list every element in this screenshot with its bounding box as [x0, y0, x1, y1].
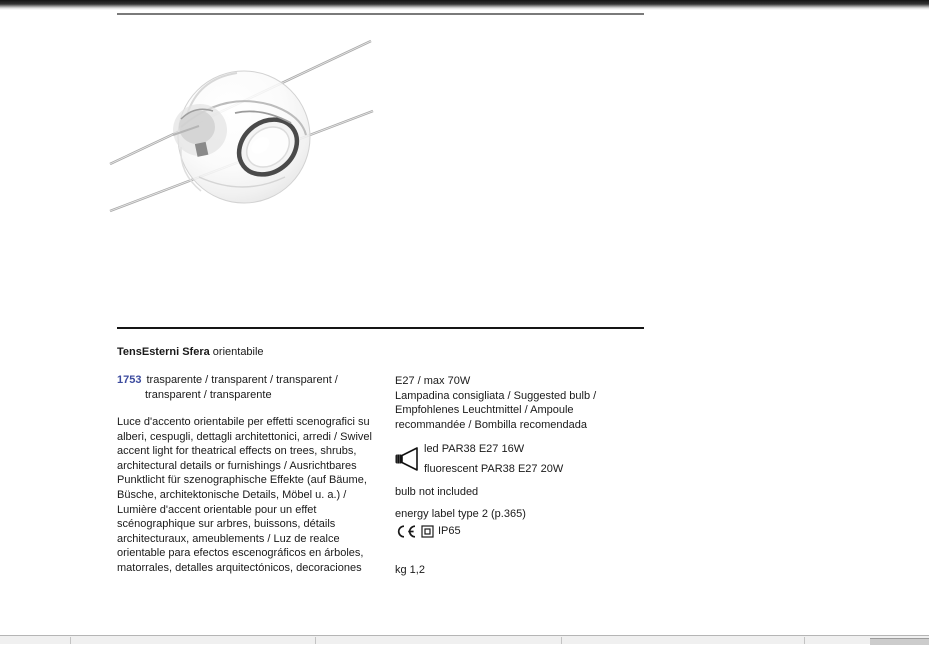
thumbnail-separator — [561, 637, 562, 644]
bulb-option-fluorescent: fluorescent PAR38 E27 20W — [424, 463, 564, 476]
lamp-socket-spec: E27 / max 70W — [395, 375, 471, 387]
finish-line-2: transparent / transparente — [145, 388, 272, 401]
weight-spec: kg 1,2 — [395, 563, 425, 576]
thumbnail-separator — [70, 637, 71, 644]
ce-mark-icon — [395, 524, 417, 539]
thumbnail-separator — [315, 637, 316, 644]
product-code: 1753 — [117, 374, 142, 386]
bulb-options — [424, 439, 563, 479]
product-code-block — [117, 373, 387, 402]
top-divider — [117, 13, 644, 15]
product-name: TensEsterni Sfera — [117, 346, 210, 358]
energy-label-note: energy label type 2 (p.365) — [395, 507, 526, 520]
product-name-suffix: orientabile — [212, 346, 264, 358]
thumbnail-separator — [804, 637, 805, 644]
bulb-note: bulb not included — [395, 486, 479, 499]
bulb-option-led: led PAR38 E27 16W — [424, 443, 525, 456]
thumbnail-strip — [0, 636, 929, 644]
window-top-edge — [0, 0, 929, 10]
specifications-column — [395, 374, 633, 577]
bulb-options-row — [395, 438, 633, 480]
product-description: Luce d'accento orientabile per effetti scenografici su alberi, cespugli, dettagli architettonici, arredi / Swivel accent light for theatrical effects on trees, shrubs, architectural details or furnishings / Ausrichtbares Punktlicht für szenographische Effekte (auf Bäume, Büsche, architektonische Details, Möbel u. a.) / Lumière d'accent orientable pour un effet scénographique sur arbres, buissons, détails architecturaux, ameublements / Luz de realce orientable para efectos escenográficos en árboles, matorrales, detalles arquitectónicos, decoraciones — [117, 416, 372, 574]
section-divider — [117, 327, 644, 329]
class-ii-insulation-icon — [421, 525, 434, 538]
certifications-row — [395, 524, 633, 540]
finish-line-1: 1753 trasparente / transparent / transparent / — [117, 374, 338, 386]
suggested-bulb-label: Lampadina consigliata / Suggested bulb / Empfohlenes Leuchtmittel / Ampoule recommandée / Bombilla recomendada — [395, 389, 597, 431]
product-title — [117, 345, 264, 360]
product-photo — [103, 27, 385, 215]
par-spotlight-icon — [395, 447, 421, 471]
ip-rating: IP65 — [438, 525, 461, 538]
